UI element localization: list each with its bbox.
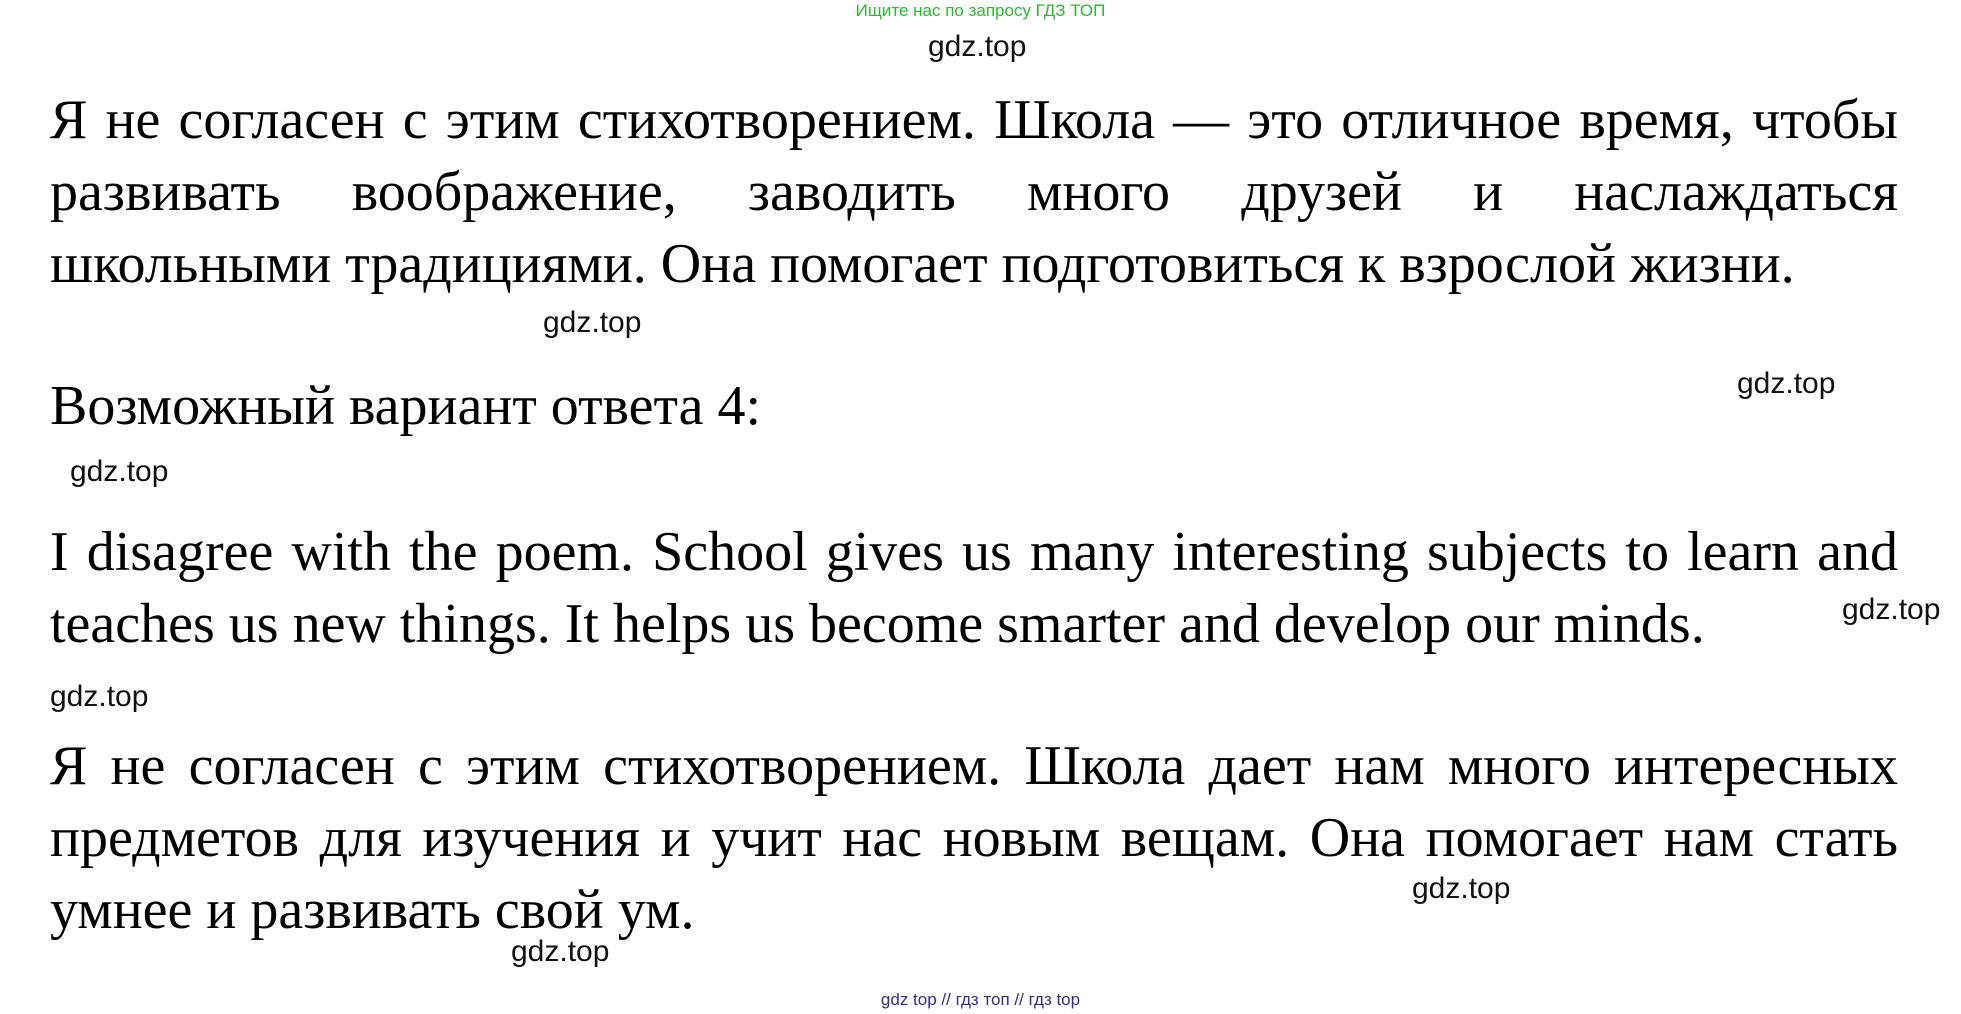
watermark: gdz.top bbox=[511, 935, 610, 968]
watermark: gdz.top bbox=[70, 455, 169, 488]
paragraph-russian-2 bbox=[50, 730, 1898, 946]
paragraph-line: Я не согласен с этим стихотворением. Школа дает нам много интересных bbox=[50, 735, 1898, 797]
paragraph-line: teaches us new things. It helps us become smarter and develop our minds. bbox=[50, 593, 1705, 655]
paragraph-russian-1 bbox=[50, 84, 1898, 300]
paragraph-line: умнее и развивать свой ум. bbox=[50, 879, 695, 941]
answer-variant-heading: Возможный вариант ответа 4: bbox=[50, 375, 762, 437]
paragraph-line: школьными традициями. Она помогает подготовиться к взрослой жизни. bbox=[50, 233, 1795, 295]
paragraph-line: развивать воображение, заводить много друзей и наслаждаться bbox=[50, 161, 1898, 223]
watermark: gdz.top bbox=[543, 306, 642, 339]
watermark: gdz.top bbox=[50, 680, 149, 713]
search-hint-link[interactable]: Ищите нас по запросу ГДЗ ТОП bbox=[855, 1, 1106, 20]
paragraph-line: предметов для изучения и учит нас новым вещам. Она помогает нам стать bbox=[50, 807, 1898, 869]
watermark: gdz.top bbox=[928, 30, 1027, 63]
watermark: gdz.top bbox=[1412, 872, 1511, 905]
watermark: gdz.top bbox=[1842, 593, 1941, 626]
footer-links[interactable]: gdz top // гдз топ // гдз top bbox=[880, 990, 1081, 1009]
paragraph-line: Я не согласен с этим стихотворением. Школа — это отличное время, чтобы bbox=[50, 89, 1898, 151]
watermark: gdz.top bbox=[1737, 367, 1836, 400]
paragraph-english bbox=[50, 516, 1898, 660]
paragraph-line: I disagree with the poem. School gives us many interesting subjects to learn and bbox=[50, 521, 1898, 583]
